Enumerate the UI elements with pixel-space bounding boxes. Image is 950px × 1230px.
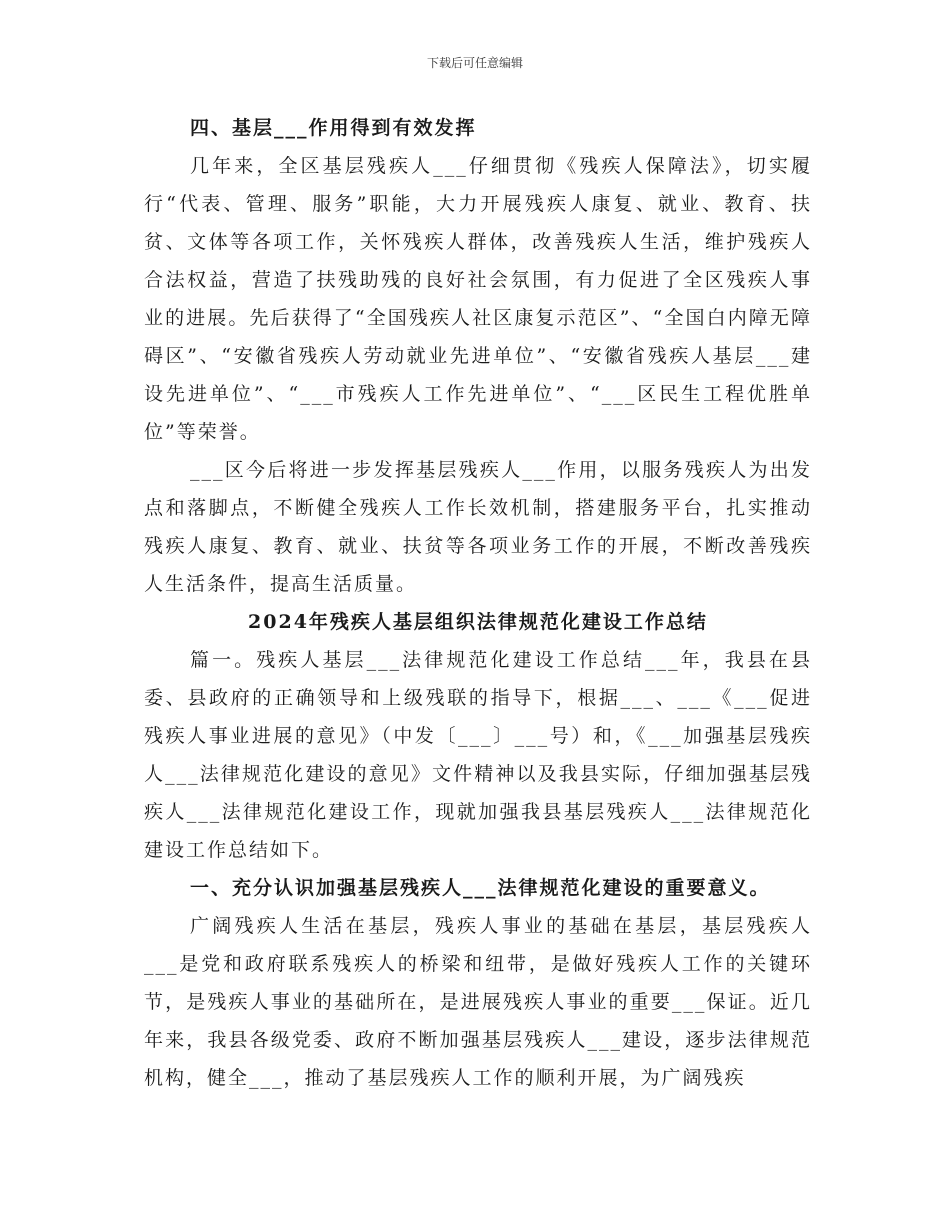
section-1-paragraph: 广阔残疾人生活在基层，残疾人事业的基础在基层，基层残疾人___是党和政府联系残疾人的桥梁和纽带，是做好残疾人工作的关键环节，是残疾人事业的基础所在，是进展残疾人事业的重要___保证。近几年来，我县各级党委、政府不断加强基层残疾人___建设，逐步法律规范机构，健全___，推动了基层残疾人工作的顺利开展，为广阔残疾 (144, 915, 812, 1089)
document-body (144, 109, 812, 1097)
header-note: 下载后可任意编辑 (426, 56, 523, 70)
section-4-heading: 四、基层___作用得到有效发挥 (190, 117, 477, 139)
intro-paragraph: 篇一。残疾人基层___法律规范化建设工作总结___年，我县在县委、县政府的正确领导和上级残联的指导下，根据___、___《___促进残疾人事业进展的意见》（中发〔___〕___号）和，《___加强基层残疾人___法律规范化建设的意见》文件精神以及我县实际，仔细加强基层残疾人___法律规范化建设工作，现就加强我县基层残疾人___法律规范化建设工作总结如下。 (144, 649, 812, 861)
section-4-paragraph-1: 几年来，全区基层残疾人___仔细贯彻《残疾人保障法》，切实履行“代表、管理、服务”职能，大力开展残疾人康复、就业、教育、扶贫、文体等各项工作，关怀残疾人群体，改善残疾人生活，维护残疾人合法权益，营造了扶残助残的良好社会氛围，有力促进了全区残疾人事业的进展。先后获得了“全国残疾人社区康复示范区”、“全国白内障无障碍区”、“安徽省残疾人劳动就业先进单位”、“安徽省残疾人基层___建设先进单位”、“___市残疾人工作先进单位”、“___区民生工程优胜单位”等荣誉。 (144, 155, 812, 443)
section-4-paragraph-2: ___区今后将进一步发挥基层残疾人___作用，以服务残疾人为出发点和落脚点，不断健全残疾人工作长效机制，搭建服务平台，扎实推动残疾人康复、教育、就业、扶贫等各项业务工作的开展，不断改善残疾人生活条件，提高生活质量。 (144, 459, 812, 595)
document-title: 2024年残疾人基层组织法律规范化建设工作总结 (248, 611, 708, 633)
section-1-heading: 一、充分认识加强基层残疾人___法律规范化建设的重要意义。 (190, 877, 771, 899)
